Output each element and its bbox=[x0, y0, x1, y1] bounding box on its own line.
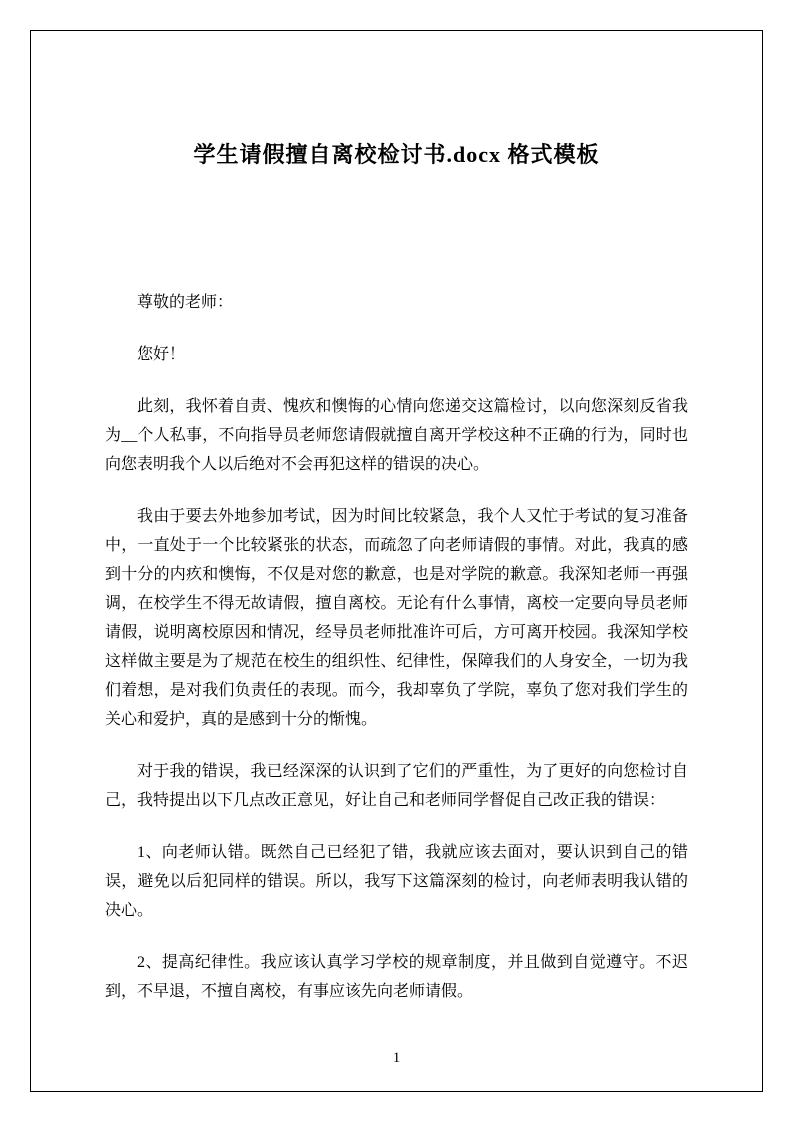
document-title: 学生请假擅自离校检讨书.docx 格式模板 bbox=[193, 142, 600, 167]
paragraph-point-1: 1、向老师认错。既然自己已经犯了错，我就应该去面对，要认识到自己的错误，避免以后犯同样的错误。所以，我写下这篇深刻的检讨，向老师表明我认错的决心。 bbox=[105, 844, 688, 919]
salutation: 尊敬的老师： bbox=[137, 294, 234, 311]
greeting: 您好！ bbox=[137, 346, 186, 363]
paragraph-point-2: 2、提高纪律性。我应该认真学习学校的规章制度，并且做到自觉遵守。不迟到，不早退，不擅自离校，有事应该先向老师请假。 bbox=[105, 954, 688, 1000]
page-number: 1 bbox=[392, 1050, 401, 1066]
paragraph-intro: 此刻，我怀着自责、愧疚和懊悔的心情向您递交这篇检讨，以向您深刻反省我为__个人私事，不向指导员老师您请假就擅自离开学校这种不正确的行为，同时也向您表明我个人以后绝对不会再犯这样的错误的决心。 bbox=[105, 398, 688, 473]
paragraph-reflection: 对于我的错误，我已经深深的认识到了它们的严重性，为了更好的向您检讨自己，我特提出以下几点改正意见，好让自己和老师同学督促自己改正我的错误： bbox=[105, 763, 688, 809]
document-body bbox=[105, 288, 688, 1029]
paragraph-explanation: 我由于要去外地参加考试，因为时间比较紧急，我个人又忙于考试的复习准备中，一直处于一个比较紧张的状态，而疏忽了向老师请假的事情。对此，我真的感到十分的内疚和懊悔，不仅是对您的歉意，也是对学院的歉意。我深知老师一再强调，在校学生不得无故请假，擅自离校。无论有什么事情，离校一定要向导员老师请假，说明离校原因和情况，经导员老师批准许可后，方可离开校园。我深知学校这样做主要是为了规范在校生的组织性、纪律性，保障我们的人身安全，一切为我们着想，是对我们负责任的表现。而今，我却辜负了学院，辜负了您对我们学生的关心和爱护，真的是感到十分的惭愧。 bbox=[105, 508, 688, 728]
